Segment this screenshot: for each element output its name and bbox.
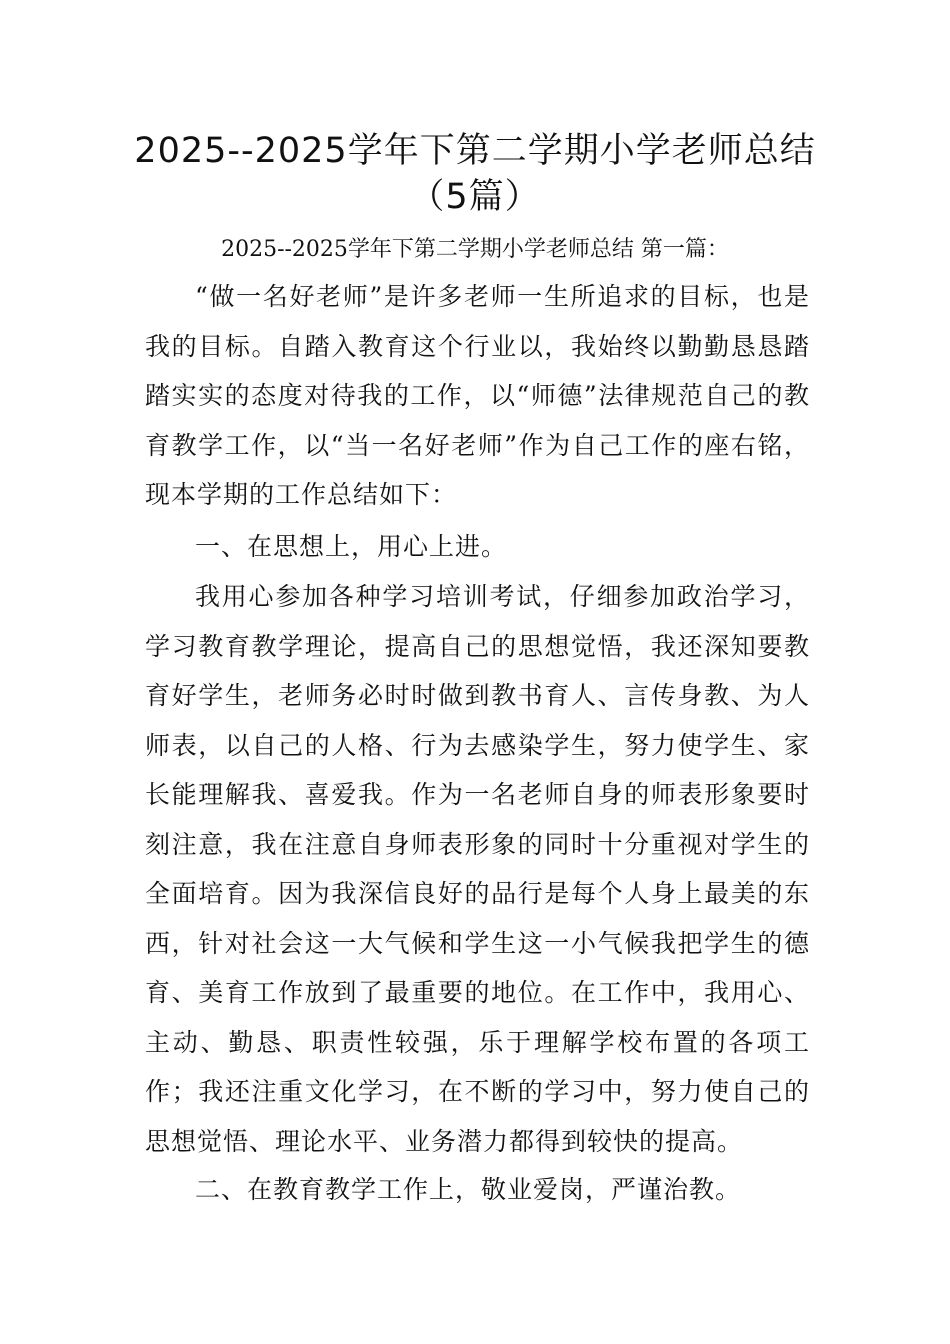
document-title: 2025--2025学年下第二学期小学老师总结 xyxy=(134,131,816,171)
intro-paragraph: “做一名好老师”是许多老师一生所追求的目标，也是我的目标。自踏入教育这个行业以，我始终以勤勤恳恳踏踏实实的态度对待我的工作，以“师德”法律规范自己的教育教学工作，以“当一名好老师”作为自己工作的座右铭，现本学期的工作总结如下： xyxy=(145,282,810,509)
section-heading-1: 一、在思想上，用心上进。 xyxy=(195,532,508,561)
section-heading-2: 二、在教育教学工作上，敬业爱岗，严谨治教。 xyxy=(195,1175,742,1204)
body-paragraph: 我用心参加各种学习培训考试，仔细参加政治学习，学习教育教学理论，提高自己的思想觉悟，我还深知要教育好学生，老师务必时时做到教书育人、言传身教、为人师表，以自己的人格、行为去感染学生，努力使学生、家长能理解我、喜爱我。作为一名老师自身的师表形象要时刻注意，我在注意自身师表形象的同时十分重视对学生的全面培育。因为我深信良好的品行是每个人身上最美的东西，针对社会这一大气候和学生这一小气候我把学生的德育、美育工作放到了最重要的地位。在工作中，我用心、主动、勤恳、职责性较强，乐于理解学校布置的各项工作；我还注重文化学习，在不断的学习中，努力使自己的思想觉悟、理论水平、业务潜力都得到较快的提高。 xyxy=(145,582,810,1156)
section-subtitle: 2025--2025学年下第二学期小学老师总结 第一篇： xyxy=(221,237,729,262)
document-title-count: （5篇） xyxy=(409,177,541,217)
